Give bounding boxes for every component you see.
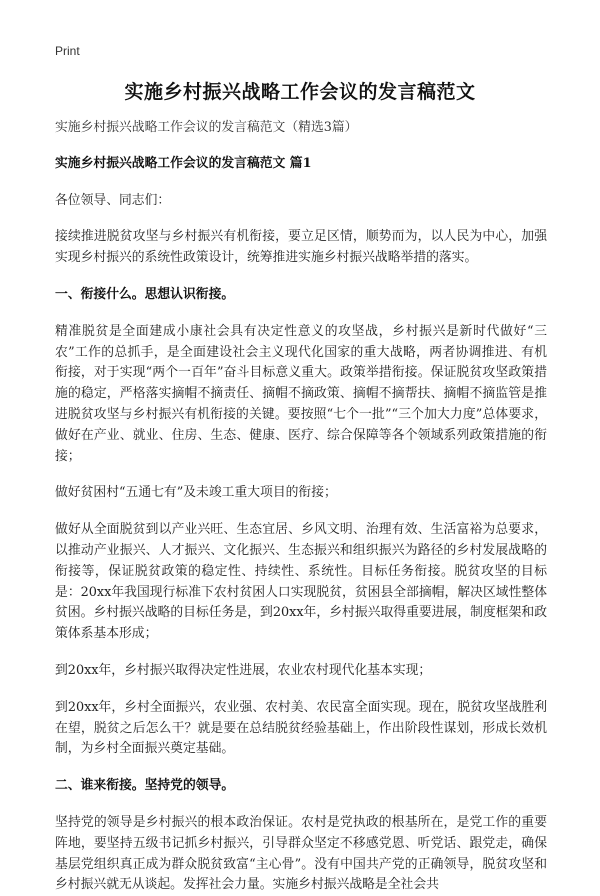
paragraph-5: 到20xx年，乡村全面振兴，农业强、农村美、农民富全面实现。现在，脱贫攻坚战胜利在望，脱贫之后怎么干？就是要在总结脱贫经验基础上，作出阶段性谋划，形成长效机制，为乡村全面振兴奠定基础。 [55, 699, 547, 757]
paragraph-2: 做好贫困村“五通七有”及未竣工重大项目的衔接； [55, 485, 337, 501]
intro-paragraph: 接续推进脱贫攻坚与乡村振兴有机衔接，要立足区情，顺势而为，以人民为中心，加强实现乡村振兴的系统性政策设计，统筹推进实施乡村振兴战略举措的落实。 [55, 229, 547, 266]
heading-2: 二、谁来衔接。坚持党的领导。 [55, 778, 235, 794]
document-subtitle: 实施乡村振兴战略工作会议的发言稿范文（精选3篇） [55, 120, 358, 135]
paragraph-4: 到20xx年，乡村振兴取得决定性进展，农业农村现代化基本实现； [55, 662, 432, 678]
document-body [55, 118, 547, 896]
section-heading: 实施乡村振兴战略工作会议的发言稿范文 篇1 [55, 155, 312, 171]
print-link[interactable]: Print [55, 44, 80, 58]
paragraph-3: 做好从全面脱贫到以产业兴旺、生态宜居、乡风文明、治理有效、生活富裕为总要求，以推动产业振兴、人才振兴、文化振兴、生态振兴和组织振兴为路径的乡村发展战略的衔接等，保证脱贫政策的稳定性、持续性、系统性。目标任务衔接。脱贫攻坚的目标是：20xx年我国现行标准下农村贫困人口实现脱贫，贫困县全部摘帽，解决区域性整体贫困。乡村振兴战略的目标任务是，到20xx年，乡村振兴取得重要进展，制度框架和政策体系基本形成； [55, 522, 547, 642]
heading-1: 一、衔接什么。思想认识衔接。 [55, 286, 235, 302]
paragraph-1: 精准脱贫是全面建成小康社会具有决定性意义的攻坚战，乡村振兴是新时代做好“三农”工作的总抓手，是全面建设社会主义现代化国家的重大战略，两者协调推进、有机衔接，对于实现“两个一百年”奋斗目标意义重大。政策举措衔接。保证脱贫攻坚政策措施的稳定，严格落实摘帽不摘责任、摘帽不摘政策、摘帽不摘帮扶、摘帽不摘监管是推进脱贫攻坚与乡村振兴有机衔接的关键。要按照“七个一批”“三个加大力度”总体要求，做好在产业、就业、住房、生态、健康、医疗、综合保障等各个领域系列政策措施的衔接； [55, 323, 547, 464]
greeting-paragraph: 各位领导、同志们： [55, 192, 171, 208]
paragraph-6: 坚持党的领导是乡村振兴的根本政治保证。农村是党执政的根基所在，是党工作的重要阵地，要坚持五级书记抓乡村振兴，引导群众坚定不移感党恩、听党话、跟党走，确保基层党组织真正成为群众脱贫致富“主心骨”。没有中国共产党的正确领导，脱贫攻坚和乡村振兴就无从谈起。发挥社会力量。实施乡村振兴战略是全社会共 [55, 814, 547, 893]
document-title: 实施乡村振兴战略工作会议的发言稿范文 [124, 81, 476, 103]
